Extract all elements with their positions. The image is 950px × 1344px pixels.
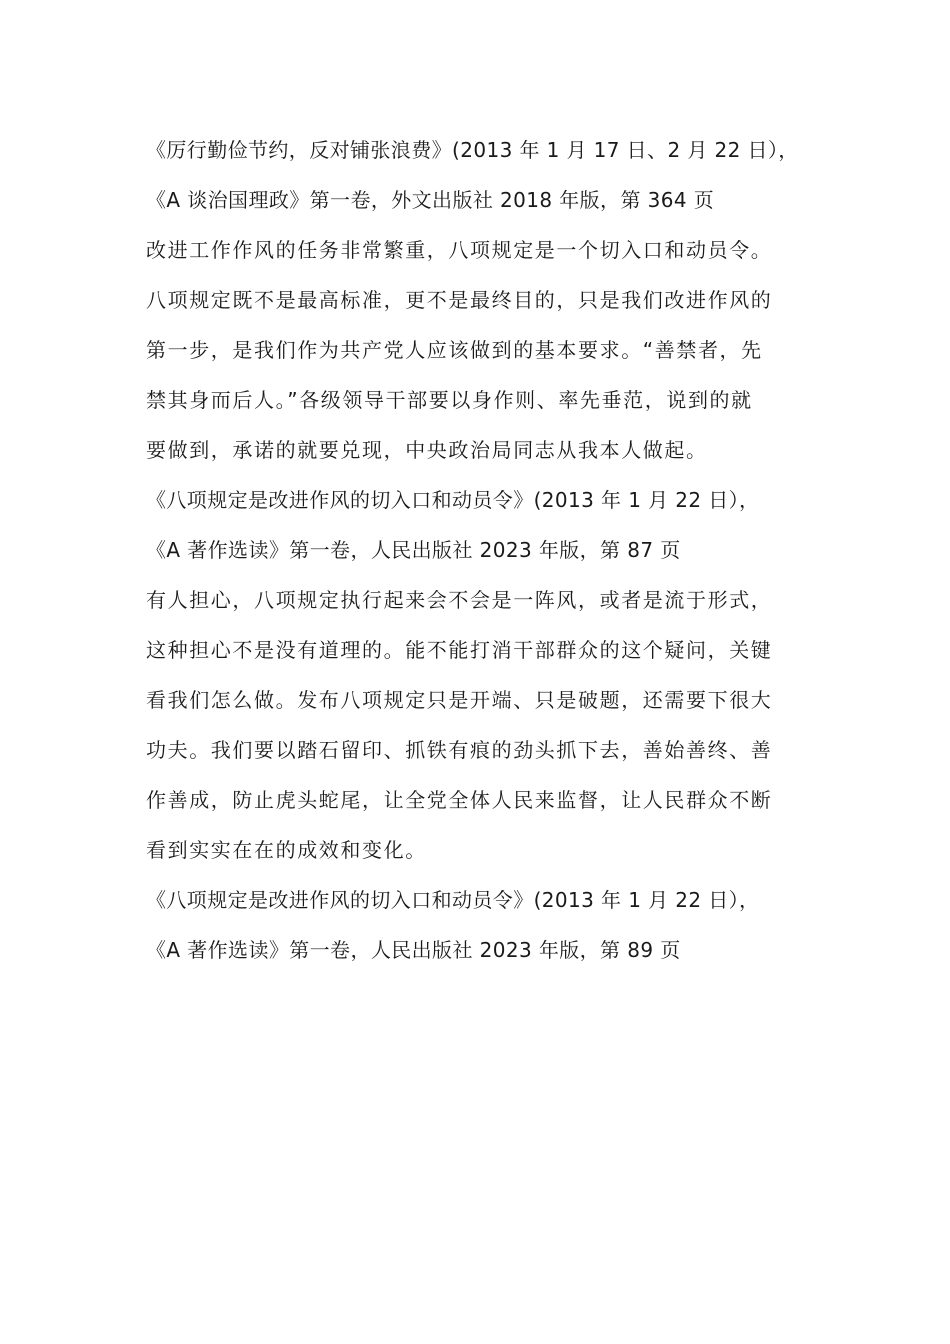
paragraph-1-line-1: 改进工作作风的任务非常繁重，八项规定是一个切入口和动员令。 (146, 238, 773, 262)
citation-2-line-1: 《八项规定是改进作风的切入口和动员令》(2013 年 1 月 22 日）， (146, 488, 760, 512)
paragraph-1-line-4: 禁其身而后人。”各级领导干部要以身作则、率先垂范，说到的就 (146, 388, 753, 412)
citation-2-line-2: 《A 著作选读》第一卷，人民出版社 2023 年版，第 87 页 (146, 538, 681, 562)
paragraph-2-line-6: 看到实实在在的成效和变化。 (146, 838, 427, 862)
paragraph-2-line-3: 看我们怎么做。发布八项规定只是开端、只是破题，还需要下很大 (146, 688, 773, 712)
citation-3-line-2: 《A 著作选读》第一卷，人民出版社 2023 年版，第 89 页 (146, 938, 681, 962)
paragraph-2-line-5: 作善成，防止虎头蛇尾，让全党全体人民来监督，让人民群众不断 (146, 788, 773, 812)
paragraph-2-line-2: 这种担心不是没有道理的。能不能打消干部群众的这个疑问，关键 (146, 638, 773, 662)
paragraph-1-line-2: 八项规定既不是最高标准，更不是最终目的，只是我们改进作风的 (146, 288, 773, 312)
paragraph-2-line-1: 有人担心，八项规定执行起来会不会是一阵风，或者是流于形式， (146, 588, 773, 612)
citation-3-line-1: 《八项规定是改进作风的切入口和动员令》(2013 年 1 月 22 日）， (146, 888, 760, 912)
citation-1-line-2: 《A 谈治国理政》第一卷，外文出版社 2018 年版，第 364 页 (146, 188, 715, 212)
paragraph-2-line-4: 功夫。我们要以踏石留印、抓铁有痕的劲头抓下去，善始善终、善 (146, 738, 773, 762)
paragraph-1-line-3: 第一步，是我们作为共产党人应该做到的基本要求。“善禁者，先 (146, 338, 763, 362)
citation-1-line-1: 《厉行勤俭节约，反对铺张浪费》(2013 年 1 月 17 日、2 月 22 日）， (146, 138, 799, 162)
paragraph-1-line-5: 要做到，承诺的就要兑现，中央政治局同志从我本人做起。 (146, 438, 708, 462)
